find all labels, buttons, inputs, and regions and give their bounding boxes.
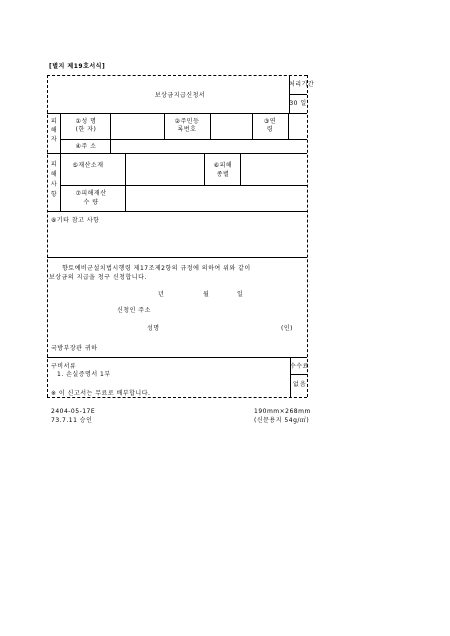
paper-type: (신문용지 54g/㎡) — [254, 417, 310, 424]
attachments-title: 구비서류 — [51, 363, 77, 370]
address-field[interactable] — [111, 140, 306, 152]
declaration-line-2: 보상금의 지급을 청구 신청합니다. — [49, 274, 147, 281]
damage-type-divider — [204, 153, 205, 185]
free-notice: ※ 이 신고서는 무료로 배부합니다. — [51, 390, 151, 397]
processing-period-label: 처리기간 — [289, 81, 315, 88]
age-divider — [252, 113, 253, 139]
victim-side-2: 해 — [50, 127, 58, 134]
year-label: 년 — [158, 291, 165, 298]
day-label: 일 — [237, 291, 244, 298]
fee-value-1: 없 — [293, 381, 300, 388]
processing-period-divider — [289, 94, 307, 95]
rrn-field[interactable] — [211, 114, 251, 138]
property-location-field[interactable] — [126, 154, 203, 184]
fee-inner-line — [290, 374, 307, 375]
damage-type-field[interactable] — [241, 154, 306, 184]
property-side-2: 해 — [50, 171, 58, 178]
fee-label: 수수료 — [290, 363, 309, 370]
damage-type-label-2: 종별 — [216, 171, 230, 178]
seal-label: (인) — [281, 325, 293, 332]
frame-bottom — [47, 397, 307, 398]
quantity-label-2: 수 량 — [83, 199, 99, 206]
applicant-name-field[interactable] — [170, 323, 270, 333]
other-notes-label: ⑧기타 참고 사항 — [51, 217, 100, 224]
damage-type-label-1: ⑥피해 — [213, 162, 233, 169]
attachment-item-1: 1. 손실증명서 1부 — [57, 371, 111, 378]
victim-top-line — [47, 113, 307, 114]
property-side-divider — [60, 153, 61, 211]
name-field[interactable] — [111, 114, 163, 138]
paper-size: 190mm×268mm — [254, 408, 311, 415]
age-field[interactable] — [289, 114, 306, 138]
property-side-1: 피 — [50, 161, 58, 168]
approval-date: 73.7.11 승인 — [51, 417, 93, 424]
attachments-top-line — [47, 357, 307, 358]
rrn-divider — [164, 113, 165, 139]
property-side-3: 사 — [50, 181, 58, 188]
property-side-4: 항 — [50, 191, 58, 198]
form-code: 2404-05-17E — [51, 408, 96, 415]
name-sub-label: (한 자) — [75, 126, 97, 133]
frame-top — [47, 75, 307, 76]
rrn-label-2: 록번호 — [177, 126, 197, 133]
quantity-label-1: ⑦피해재산 — [75, 190, 107, 197]
declaration-line-1: 향토예비군설치법시행령 제17조제2항의 규정에 의하여 위와 같이 — [62, 265, 251, 272]
other-top-line — [47, 211, 307, 212]
quantity-field[interactable] — [126, 186, 306, 210]
recipient-label: 국방부장관 귀하 — [51, 345, 98, 352]
applicant-address-label: 신청인 주소 — [117, 307, 151, 314]
applicant-address-field[interactable] — [162, 305, 302, 315]
name-label: ①성 명 — [75, 118, 97, 125]
month-label: 월 — [203, 291, 210, 298]
age-label-2: 령 — [266, 126, 274, 133]
rrn-label-1: ②주민등 — [174, 118, 200, 125]
form-number: [별지 제19호서식] — [49, 63, 106, 70]
victim-side-1: 피 — [50, 118, 58, 125]
victim-side-3: 자 — [50, 136, 58, 143]
processing-period-value: 30 일 — [289, 100, 307, 107]
victim-side-divider — [60, 113, 61, 153]
frame-right — [307, 75, 308, 397]
declaration-top-line — [47, 257, 307, 258]
form-title: 보상금지급신청서 — [154, 92, 206, 99]
age-label-1: ③연 — [263, 118, 277, 125]
applicant-name-label: 성명 — [147, 325, 160, 332]
other-notes-field[interactable] — [48, 226, 306, 256]
address-label: ④주 소 — [75, 143, 97, 150]
fee-value-2: 음 — [300, 381, 307, 388]
property-location-label: ⑤재산소재 — [72, 162, 104, 169]
